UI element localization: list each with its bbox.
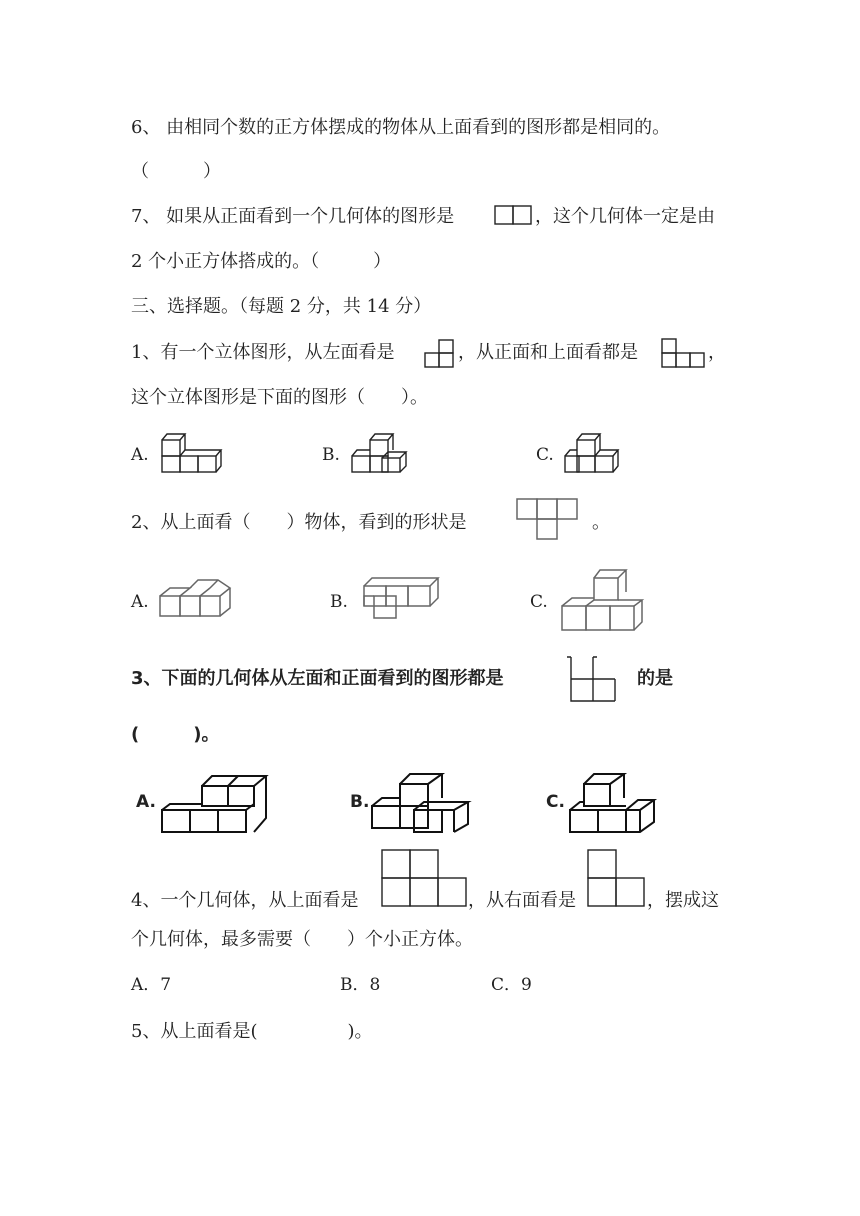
c3-option-b-figure[interactable] xyxy=(370,770,474,836)
c2-option-c-label[interactable]: C. xyxy=(530,592,548,612)
c5-line1: 5、从上面看是( )。 xyxy=(131,1021,373,1042)
c2-line1-end: 。 xyxy=(592,512,610,533)
c4-line1-start: 4、一个几何体，从上面看是 xyxy=(131,890,359,911)
c1-option-b-label[interactable]: B. xyxy=(322,445,340,465)
c3-line1-end: 的是 xyxy=(637,668,673,689)
q7-front-view-figure xyxy=(494,204,534,226)
c1-line2: 这个立体图形是下面的图形（ ）。 xyxy=(131,387,428,408)
c1-line1-end: ， xyxy=(708,342,726,363)
c4-option-b[interactable]: B．8 xyxy=(340,975,381,995)
c3-option-a-label[interactable]: A. xyxy=(136,792,156,812)
c4-top-view-figure xyxy=(380,848,470,910)
c4-line2: 个几何体，最多需要（ ）个小正方体。 xyxy=(131,929,473,950)
c3-option-b-label[interactable]: B. xyxy=(350,792,370,812)
c2-option-b-label[interactable]: B. xyxy=(330,592,348,612)
c3-option-a-figure[interactable] xyxy=(160,770,278,836)
c1-left-view-figure xyxy=(423,338,457,370)
c4-line1-end: ，摆成这 xyxy=(647,890,719,911)
c1-front-top-view-figure xyxy=(660,336,708,370)
c3-line1-start: 3、下面的几何体从左面和正面看到的图形都是 xyxy=(131,668,504,689)
c2-option-a-figure[interactable] xyxy=(158,578,238,620)
c3-view-figure xyxy=(565,655,619,705)
c1-option-a-figure[interactable] xyxy=(160,428,222,476)
c3-option-c-figure[interactable] xyxy=(568,770,660,836)
c3-answer-blank: ( )。 xyxy=(131,724,220,745)
c2-option-b-figure[interactable] xyxy=(360,574,444,622)
c1-option-a-label[interactable]: A. xyxy=(131,445,149,465)
q6-answer-blank: （ ） xyxy=(131,161,221,182)
c2-top-view-figure xyxy=(515,497,581,543)
c4-line1-middle: ，从右面看是 xyxy=(468,890,576,911)
c2-option-c-figure[interactable] xyxy=(560,566,646,636)
c1-line1-middle: ，从正面和上面看都是 xyxy=(458,342,638,363)
c2-line1-start: 2、从上面看（ ）物体，看到的形状是 xyxy=(131,512,467,533)
section3-heading: 三、选择题。（每题 2 分，共 14 分） xyxy=(131,296,432,317)
c4-option-a[interactable]: A．7 xyxy=(131,975,172,995)
q7-line2: 2 个小正方体搭成的。（ ） xyxy=(131,251,392,272)
c1-line1-start: 1、有一个立体图形，从左面看是 xyxy=(131,342,395,363)
c1-option-c-label[interactable]: C. xyxy=(536,445,554,465)
c3-option-c-label[interactable]: C. xyxy=(546,792,565,812)
c1-option-b-figure[interactable] xyxy=(350,428,416,476)
c4-option-c[interactable]: C．9 xyxy=(491,975,532,995)
c1-option-c-figure[interactable] xyxy=(563,428,629,476)
q7-line1-start: 7、 如果从正面看到一个几何体的图形是 xyxy=(131,206,455,227)
c2-option-a-label[interactable]: A. xyxy=(131,592,149,612)
q6-line1: 6、 由相同个数的正方体摆成的物体从上面看到的图形都是相同的。 xyxy=(131,117,671,138)
c4-right-view-figure xyxy=(586,848,648,910)
q7-line1-end: ，这个几何体一定是由 xyxy=(535,206,715,227)
